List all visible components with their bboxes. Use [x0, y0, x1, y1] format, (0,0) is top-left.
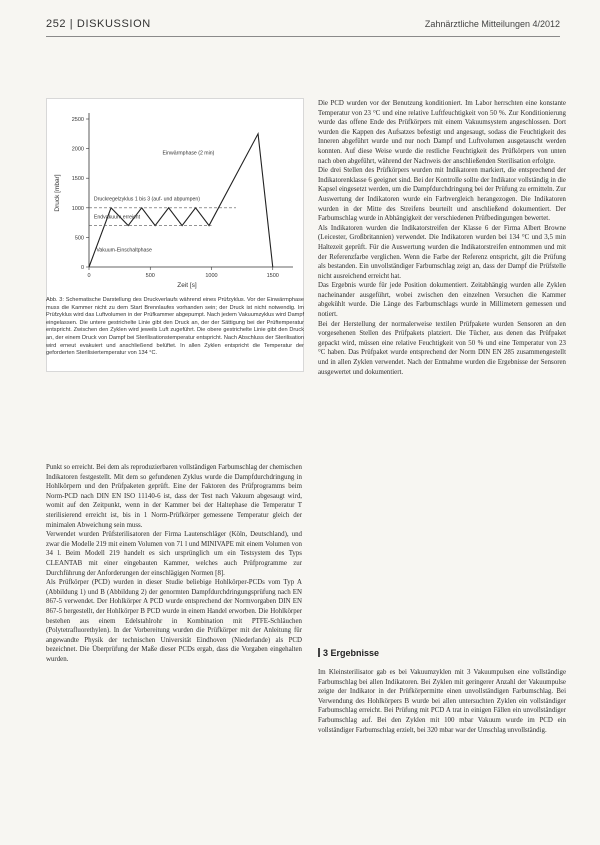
right-text-column — [318, 99, 566, 377]
paragraph: Die drei Stellen des Prüfkörpers wurden mit Indikatoren markiert, die entsprechend der Indikatorenklasse 6 geeignet sind. Bei der Kontrolle sollte der Indikator vollständig in die Kapsel eingesetzt werden, um die Dampfdurchdringung bei der Prüfung zu ermitteln. Zur Auswertung der Indikatoren wurde ein Farbvergleich herangezogen. Die Indikatoren wurden in der Mitte des Streifens beurteilt und anschließend dokumentiert. Der Farbumschlag wurde in Abhängigkeit der verschiedenen Prüfbedingungen bewertet. — [318, 167, 566, 223]
section-heading-results — [318, 648, 566, 658]
section-heading-text: 3 Ergebnisse — [323, 648, 380, 658]
page-label: 252 | DISKUSSION — [46, 18, 151, 30]
paragraph: Als Prüfkörper (PCD) wurden in dieser Studie beliebige Hohlkörper-PCDs vom Typ A (Abbildung 1) und B (Abbildung 2) der genormten Dampfdurchdringungsprüfung nach EN 867-5 verwendet. Der Hohlkörper A PCD wurde entsprechend der Normvorgaben DIN EN 867-5 hergestellt, der Hohlkörper B PCD wurde in einem Handel erworben. Die Hohlkörper bestehen aus einem Edelstahlrohr in Kombination mit PTFE-Schläuchen (Polytetrafluorethylen). In der Vorbereitung wurden die Prüfkörper mit der Anleitung für angewandte Physik der technischen Universität Eindhoven (Niederlande) als PCD bezeichnet. Die Überprüfung der Maße dieser PCDs ergab, dass die Vorgaben eingehalten wurden. — [46, 579, 302, 663]
paragraph: Im Kleinsterilisator gab es bei Vakuumzyklen mit 3 Vakuumpulsen eine vollständige Farbumschlag bei allen Indikatoren. Bei Zyklen mit geringerer Anzahl der Vakuumpulse zeigte der Indikator in der Prüfkörpermitte einen unvollständigen Farbumschlag. Bei Verwendung des Hohlkörpers B wurde bei allen untersuchten Zyklen ein vollständiger Farbumschlag erreicht. Bei Prüfung mit PCD A trat in einigen Fällen ein unvollständiger Farbumschlag auf. Bei den Zyklen mit 100 mbar Vakuum wurde im PCD ein vollständiger Farbumschlag erzielt, bei 320 mbar war der Umschlag unvollständig. — [318, 669, 566, 734]
heading-bar — [318, 648, 320, 657]
paragraph: Punkt so erreicht. Bei dem als reproduzierbaren vollständigen Farbumschlag der chemischen Indikatoren festgestellt. Mit dem so gefundenen Zyklus wurde die Dampfdurchdringung in Hohlkörpern und den Prüfpaketen geprüft. Eine der Faktoren des Prüfprogramms beim Norm-PCD nach DIN EN ISO 11140-6 ist, dass der Test nach Vakuum abgesaugt wird, womit auf den Zeitpunkt, wenn in der Kammer bei der Haltephase die Temperatur T sterilisierend erreicht ist, bis in 1 Norm-Prüfkörper gemessene Temperatur gleich der minimalen Abweichung sein muss. — [46, 464, 302, 529]
paragraph: Die PCD wurden vor der Benutzung konditioniert. Im Labor herrschten eine konstante Temperatur von 23 °C und eine relative Luftfeuchtigkeit von 50 %. Zur Konditionierung wurde das offene Ende des Prüfkörpers mit einem Vakuumsystem angeschlossen. Dort wurden die Kappen des Aufsatzes befestigt und angesaugt, sodass die Feuchtigkeit des Inneren abgeführt wurde und nur noch Dampf und Luftvolumen ausgetauscht werden konnten. Auf diese Weise wurde die restliche Feuchtigkeit des Prüfkörpers von unten nach oben abgeführt, während der Nachweis der anschließenden Sterilisation erfolgte. — [318, 100, 566, 165]
left-text-column — [46, 463, 302, 664]
paragraph: Verwendet wurden Prüfsterilisatoren der Firma Lautenschläger (Köln, Deutschland), und zwar die Modelle 219 mit einem Volumen von 71 l und MINIVAPE mit einem Volumen von 34 l. Beim Modell 219 handelt es sich ursprünglich um ein Testsystem des Typs CLEANTAB mit einer eingebauten Kammer, welches auch Prüfprogramme zur Durchführung der Anforderungen der einschlägigen Normen [8]. — [46, 531, 302, 577]
y-tick-label: 2500 — [71, 117, 84, 123]
annotation-heating: Einwärmphase (2 min) — [162, 150, 215, 157]
journal-issue: Zahnärztliche Mitteilungen 4/2012 — [424, 19, 560, 29]
x-tick-label: 1500 — [266, 273, 279, 279]
y-tick-label: 1000 — [71, 205, 84, 212]
x-tick-label: 1000 — [205, 273, 218, 279]
annotation-evacuation: Vakuum-Einschaltphase — [96, 247, 152, 254]
paragraph: Das Ergebnis wurde für jede Position dokumentiert. Zeitabhängig wurden alle Zyklen nacheinander ausgeführt, wobei zwischen den einzelnen Versuchen die Kammer abgekühlt wurde. Die Länge des Farbumschlags wurde in Millimetern gemessen und notiert. — [318, 282, 566, 319]
figure-caption: Abb. 3: Schematische Darstellung des Druckverlaufs während eines Prüfzyklus. Vor der Einwärmphase muss die Kammer nicht zu dem Start Brennlaufes vorhanden sein; der Druck ist nicht notwendig. Im Prüfzyklus wird das Luftvolumen in der Prüfkammer abgepumpt. Nach jedem Vakuumzyklus wird Dampf eingelassen. Die untere gestrichelte Linie gibt den Druck an, der der Sättigung bei der Prüftemperatur entspricht. Zwischen den Zyklen wird jeweils Luft zugeführt. Die obere gestrichelte Linie gibt den Druck an, der einem Druck von Dampf bei Sterilisationstemperatur entspricht. Nach Abschluss der Sterilisation wird erneut evakuiert und anschließend belüftet. In allen Zyklen entspricht die Temperatur der geforderten Sterilisiertemperatur von 134 °C. — [46, 297, 304, 357]
x-axis-label: Zeit [s] — [177, 282, 197, 289]
page-header — [46, 14, 560, 37]
x-tick-label: 500 — [145, 273, 155, 279]
y-tick-label: 1500 — [71, 176, 84, 183]
paragraph: Als Indikatoren wurden die Indikatorstreifen der Klasse 6 der Firma Albert Browne (Leicester, Großbritannien) verwendet. Die Indikatoren wurden bei 134 °C und 3,5 min Haltezeit geprüft. Für die Auswertung wurden die Indikatorstreifen entnommen und mit der Referenzfarbe verglichen. Wenn die Farbe der Referenz entspricht, gilt die Prüfung als bestanden. Ein unvollständiger Farbumschlag zeigt an, dass der Dampf die Prüfstelle nicht ausreichend erreicht hat. — [318, 224, 566, 280]
results-text-column — [318, 668, 566, 735]
pressure-chart — [47, 99, 303, 295]
y-axis-label: Druck [mbar] — [54, 174, 61, 212]
y-tick-label: 2000 — [71, 146, 84, 153]
annotation-pump-cycles: Druckregelzyklus 1 bis 3 (auf- und abpumpen) — [93, 196, 201, 203]
annotation-final-vacuum: Endvakuum erreicht — [93, 214, 141, 221]
x-tick-label: 0 — [87, 273, 91, 279]
y-tick-label: 0 — [80, 265, 84, 271]
paragraph: Bei der Herstellung der normalerweise textilen Prüfpakete wurden Sensoren an den vorgesehenen Stellen des Prüfpakets platziert. Die Tücher, aus denen das Prüfpaket gepackt wird, müssen eine relative Feuchtigkeit von 50 % und eine Temperatur von 23 °C haben. Das Prüfpaket wurde entsprechend der Norm DIN EN 285 zusammengestellt und in allen Zyklen verwendet. Nach der Entnahme wurden die Ergebnisse der Sensoren ausgewertet und dokumentiert. — [318, 320, 566, 376]
y-tick-label: 500 — [74, 235, 84, 242]
